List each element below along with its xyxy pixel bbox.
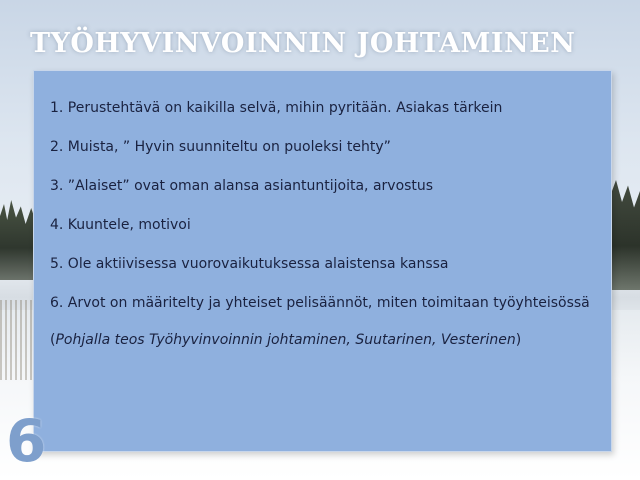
source-citation [50,331,591,350]
list-item: 1. Perustehtävä on kaikilla selvä, mihin pyritään. Asiakas tärkein [50,100,503,116]
list-item: 4. Kuuntele, motivoi [50,217,191,233]
content-panel [33,70,612,452]
list-item: 2. Muista, ” Hyvin suunniteltu on puoleksi tehty” [50,139,391,155]
slide-title: TYÖHYVINVOINNIN JOHTAMINEN [30,28,576,59]
content-list [50,99,591,370]
list-item: 5. Ole aktiivisessa vuorovaikutuksessa alaistensa kanssa [50,256,449,272]
tree-line-right [610,180,640,290]
slide-number: 6 [6,407,47,475]
list-item: 6. Arvot on määritelty ja yhteiset pelisäännöt, miten toimitaan työyhteisössä [50,295,590,311]
source-text: Pohjalla teos Työhyvinvoinnin johtaminen, Suutarinen, Vesterinen [55,332,516,348]
source-close-paren: ) [515,332,522,348]
list-item: 3. ”Alaiset” ovat oman alansa asiantuntijoita, arvostus [50,178,434,194]
source-open-paren: ( [50,332,56,348]
